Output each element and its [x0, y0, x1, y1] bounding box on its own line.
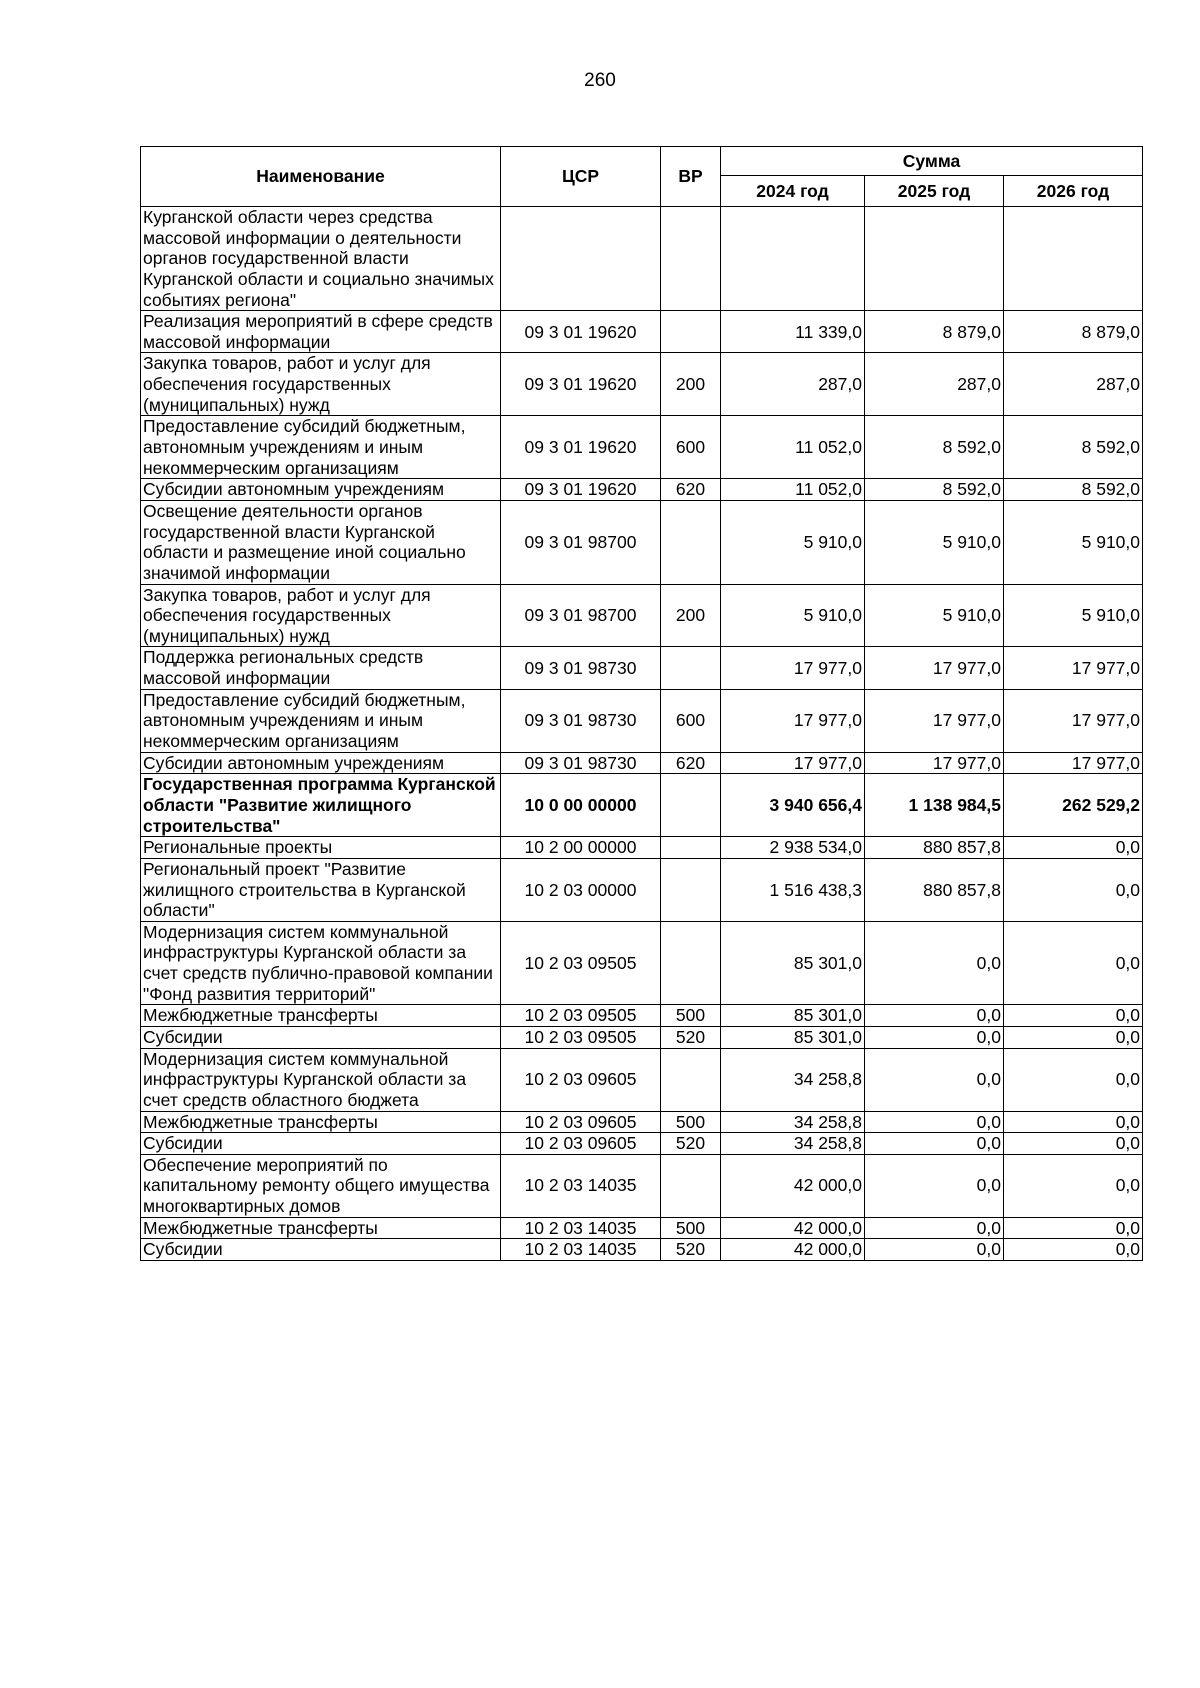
row-sum-2025-cell: 5 910,0 — [865, 584, 1004, 647]
page-number: 260 — [584, 70, 616, 91]
row-csr-cell: 10 2 03 14035 — [501, 1154, 661, 1217]
row-name-cell: Субсидии — [141, 1239, 501, 1261]
row-sum-2024-cell: 2 938 534,0 — [721, 837, 865, 859]
table-row — [141, 1239, 1143, 1261]
row-name-cell: Модернизация систем коммунальной инфраструктуры Курганской области за счет средств публично-правовой компании "Фонд развития территорий" — [141, 921, 501, 1005]
row-sum-2024-cell: 17 977,0 — [721, 689, 865, 752]
row-vr-cell: 520 — [661, 1026, 721, 1048]
row-vr-cell — [661, 500, 721, 584]
table-row — [141, 1026, 1143, 1048]
row-csr-cell: 09 3 01 19620 — [501, 353, 661, 416]
row-sum-2025-cell: 0,0 — [865, 1048, 1004, 1111]
row-name-cell: Межбюджетные трансферты — [141, 1217, 501, 1239]
table-row — [141, 1154, 1143, 1217]
row-sum-2024-cell: 11 052,0 — [721, 479, 865, 501]
row-name-cell: Государственная программа Курганской области "Развитие жилищного строительства" — [141, 774, 501, 837]
row-name-cell: Освещение деятельности органов государственной власти Курганской области и размещение иной социально значимой информации — [141, 500, 501, 584]
table-row — [141, 1005, 1143, 1027]
row-vr-cell — [661, 647, 721, 689]
row-vr-cell — [661, 207, 721, 311]
row-name-cell: Предоставление субсидий бюджетным, автономным учреждениям и иным некоммерческим организациям — [141, 416, 501, 479]
row-sum-2024-cell: 287,0 — [721, 353, 865, 416]
row-sum-2025-cell — [865, 207, 1004, 311]
table-row — [141, 1048, 1143, 1111]
row-sum-2026-cell: 5 910,0 — [1004, 584, 1143, 647]
row-sum-2026-cell: 0,0 — [1004, 1048, 1143, 1111]
table-row — [141, 311, 1143, 353]
row-csr-cell: 09 3 01 98730 — [501, 752, 661, 774]
header-year-2026: 2026 год — [1004, 176, 1143, 207]
row-vr-cell: 620 — [661, 752, 721, 774]
row-sum-2026-cell — [1004, 207, 1143, 311]
row-vr-cell: 600 — [661, 416, 721, 479]
row-name-cell: Модернизация систем коммунальной инфраструктуры Курганской области за счет средств областного бюджета — [141, 1048, 501, 1111]
row-name-cell: Закупка товаров, работ и услуг для обеспечения государственных (муниципальных) нужд — [141, 584, 501, 647]
row-vr-cell: 200 — [661, 584, 721, 647]
table-row — [141, 500, 1143, 584]
row-sum-2026-cell: 287,0 — [1004, 353, 1143, 416]
row-name-cell: Реализация мероприятий в сфере средств массовой информации — [141, 311, 501, 353]
row-sum-2024-cell: 17 977,0 — [721, 752, 865, 774]
table-row — [141, 1111, 1143, 1133]
row-name-cell: Закупка товаров, работ и услуг для обеспечения государственных (муниципальных) нужд — [141, 353, 501, 416]
row-csr-cell: 10 2 03 09605 — [501, 1111, 661, 1133]
row-csr-cell — [501, 207, 661, 311]
row-vr-cell — [661, 311, 721, 353]
row-vr-cell — [661, 774, 721, 837]
row-sum-2025-cell: 8 592,0 — [865, 479, 1004, 501]
row-csr-cell: 09 3 01 19620 — [501, 416, 661, 479]
row-sum-2026-cell: 0,0 — [1004, 1239, 1143, 1261]
row-sum-2026-cell: 17 977,0 — [1004, 752, 1143, 774]
row-vr-cell: 500 — [661, 1005, 721, 1027]
row-sum-2026-cell: 0,0 — [1004, 1005, 1143, 1027]
row-vr-cell: 500 — [661, 1217, 721, 1239]
row-vr-cell — [661, 858, 721, 921]
header-year-2025: 2025 год — [865, 176, 1004, 207]
row-vr-cell: 520 — [661, 1133, 721, 1155]
row-sum-2025-cell: 0,0 — [865, 1026, 1004, 1048]
row-sum-2025-cell: 17 977,0 — [865, 647, 1004, 689]
row-vr-cell: 600 — [661, 689, 721, 752]
row-sum-2025-cell: 5 910,0 — [865, 500, 1004, 584]
row-sum-2026-cell: 0,0 — [1004, 1154, 1143, 1217]
table-row — [141, 353, 1143, 416]
row-sum-2024-cell: 42 000,0 — [721, 1154, 865, 1217]
row-sum-2025-cell: 8 879,0 — [865, 311, 1004, 353]
table-row — [141, 1133, 1143, 1155]
row-vr-cell — [661, 921, 721, 1005]
row-csr-cell: 10 2 00 00000 — [501, 837, 661, 859]
table-body — [141, 207, 1143, 1261]
row-name-cell: Субсидии автономным учреждениям — [141, 752, 501, 774]
row-sum-2026-cell: 0,0 — [1004, 1133, 1143, 1155]
table-row — [141, 837, 1143, 859]
row-csr-cell: 10 0 00 00000 — [501, 774, 661, 837]
row-csr-cell: 09 3 01 19620 — [501, 479, 661, 501]
row-csr-cell: 10 2 03 09505 — [501, 921, 661, 1005]
row-sum-2024-cell — [721, 207, 865, 311]
row-csr-cell: 10 2 03 00000 — [501, 858, 661, 921]
row-sum-2024-cell: 1 516 438,3 — [721, 858, 865, 921]
table-row — [141, 774, 1143, 837]
row-sum-2024-cell: 34 258,8 — [721, 1133, 865, 1155]
row-sum-2026-cell: 0,0 — [1004, 1111, 1143, 1133]
row-sum-2026-cell: 0,0 — [1004, 1217, 1143, 1239]
row-csr-cell: 09 3 01 19620 — [501, 311, 661, 353]
row-csr-cell: 10 2 03 14035 — [501, 1217, 661, 1239]
row-name-cell: Межбюджетные трансферты — [141, 1005, 501, 1027]
row-sum-2025-cell: 1 138 984,5 — [865, 774, 1004, 837]
row-name-cell: Субсидии — [141, 1133, 501, 1155]
row-sum-2024-cell: 5 910,0 — [721, 500, 865, 584]
row-sum-2025-cell: 17 977,0 — [865, 689, 1004, 752]
row-sum-2025-cell: 880 857,8 — [865, 858, 1004, 921]
row-csr-cell: 10 2 03 14035 — [501, 1239, 661, 1261]
row-vr-cell: 500 — [661, 1111, 721, 1133]
row-sum-2024-cell: 42 000,0 — [721, 1239, 865, 1261]
row-sum-2026-cell: 17 977,0 — [1004, 689, 1143, 752]
table-row — [141, 921, 1143, 1005]
row-name-cell: Региональный проект "Развитие жилищного строительства в Курганской области" — [141, 858, 501, 921]
header-sum: Сумма — [721, 147, 1143, 176]
table-row — [141, 647, 1143, 689]
row-vr-cell: 620 — [661, 479, 721, 501]
header-csr: ЦСР — [501, 147, 661, 207]
row-sum-2026-cell: 8 879,0 — [1004, 311, 1143, 353]
row-sum-2025-cell: 287,0 — [865, 353, 1004, 416]
row-name-cell: Субсидии автономным учреждениям — [141, 479, 501, 501]
row-vr-cell — [661, 837, 721, 859]
row-sum-2024-cell: 85 301,0 — [721, 1026, 865, 1048]
row-csr-cell: 10 2 03 09505 — [501, 1026, 661, 1048]
row-sum-2024-cell: 17 977,0 — [721, 647, 865, 689]
row-sum-2026-cell: 17 977,0 — [1004, 647, 1143, 689]
row-name-cell: Курганской области через средства массовой информации о деятельности органов государственной власти Курганской области и социально значимых событиях региона" — [141, 207, 501, 311]
table-row — [141, 479, 1143, 501]
row-name-cell: Межбюджетные трансферты — [141, 1111, 501, 1133]
row-vr-cell: 200 — [661, 353, 721, 416]
budget-table — [140, 146, 1143, 1261]
row-sum-2026-cell: 262 529,2 — [1004, 774, 1143, 837]
row-csr-cell: 10 2 03 09605 — [501, 1048, 661, 1111]
row-vr-cell: 520 — [661, 1239, 721, 1261]
row-sum-2024-cell: 3 940 656,4 — [721, 774, 865, 837]
row-csr-cell: 09 3 01 98700 — [501, 584, 661, 647]
row-csr-cell: 09 3 01 98730 — [501, 647, 661, 689]
table-row — [141, 752, 1143, 774]
row-sum-2026-cell: 5 910,0 — [1004, 500, 1143, 584]
row-sum-2026-cell: 8 592,0 — [1004, 416, 1143, 479]
row-name-cell: Региональные проекты — [141, 837, 501, 859]
row-csr-cell: 10 2 03 09605 — [501, 1133, 661, 1155]
row-sum-2026-cell: 0,0 — [1004, 858, 1143, 921]
row-sum-2025-cell: 8 592,0 — [865, 416, 1004, 479]
row-sum-2024-cell: 42 000,0 — [721, 1217, 865, 1239]
row-csr-cell: 09 3 01 98700 — [501, 500, 661, 584]
row-name-cell: Обеспечение мероприятий по капитальному ремонту общего имущества многоквартирных домов — [141, 1154, 501, 1217]
row-sum-2024-cell: 11 052,0 — [721, 416, 865, 479]
header-year-2024: 2024 год — [721, 176, 865, 207]
row-sum-2024-cell: 11 339,0 — [721, 311, 865, 353]
row-csr-cell: 09 3 01 98730 — [501, 689, 661, 752]
table-row — [141, 1217, 1143, 1239]
row-vr-cell — [661, 1154, 721, 1217]
row-sum-2025-cell: 0,0 — [865, 1133, 1004, 1155]
row-sum-2025-cell: 0,0 — [865, 921, 1004, 1005]
row-sum-2025-cell: 0,0 — [865, 1111, 1004, 1133]
table-row — [141, 689, 1143, 752]
row-sum-2025-cell: 880 857,8 — [865, 837, 1004, 859]
row-sum-2024-cell: 85 301,0 — [721, 921, 865, 1005]
row-csr-cell: 10 2 03 09505 — [501, 1005, 661, 1027]
row-sum-2024-cell: 85 301,0 — [721, 1005, 865, 1027]
header-name: Наименование — [141, 147, 501, 207]
row-sum-2026-cell: 8 592,0 — [1004, 479, 1143, 501]
table-row — [141, 207, 1143, 311]
header-vr: ВР — [661, 147, 721, 207]
row-name-cell: Поддержка региональных средств массовой информации — [141, 647, 501, 689]
table-row — [141, 584, 1143, 647]
row-sum-2025-cell: 0,0 — [865, 1005, 1004, 1027]
row-sum-2024-cell: 34 258,8 — [721, 1048, 865, 1111]
row-sum-2026-cell: 0,0 — [1004, 921, 1143, 1005]
row-vr-cell — [661, 1048, 721, 1111]
row-sum-2026-cell: 0,0 — [1004, 837, 1143, 859]
row-sum-2025-cell: 0,0 — [865, 1154, 1004, 1217]
row-sum-2024-cell: 5 910,0 — [721, 584, 865, 647]
row-sum-2025-cell: 17 977,0 — [865, 752, 1004, 774]
table-row — [141, 858, 1143, 921]
row-sum-2026-cell: 0,0 — [1004, 1026, 1143, 1048]
row-name-cell: Субсидии — [141, 1026, 501, 1048]
row-sum-2024-cell: 34 258,8 — [721, 1111, 865, 1133]
row-name-cell: Предоставление субсидий бюджетным, автономным учреждениям и иным некоммерческим организациям — [141, 689, 501, 752]
row-sum-2025-cell: 0,0 — [865, 1239, 1004, 1261]
row-sum-2025-cell: 0,0 — [865, 1217, 1004, 1239]
table-row — [141, 416, 1143, 479]
